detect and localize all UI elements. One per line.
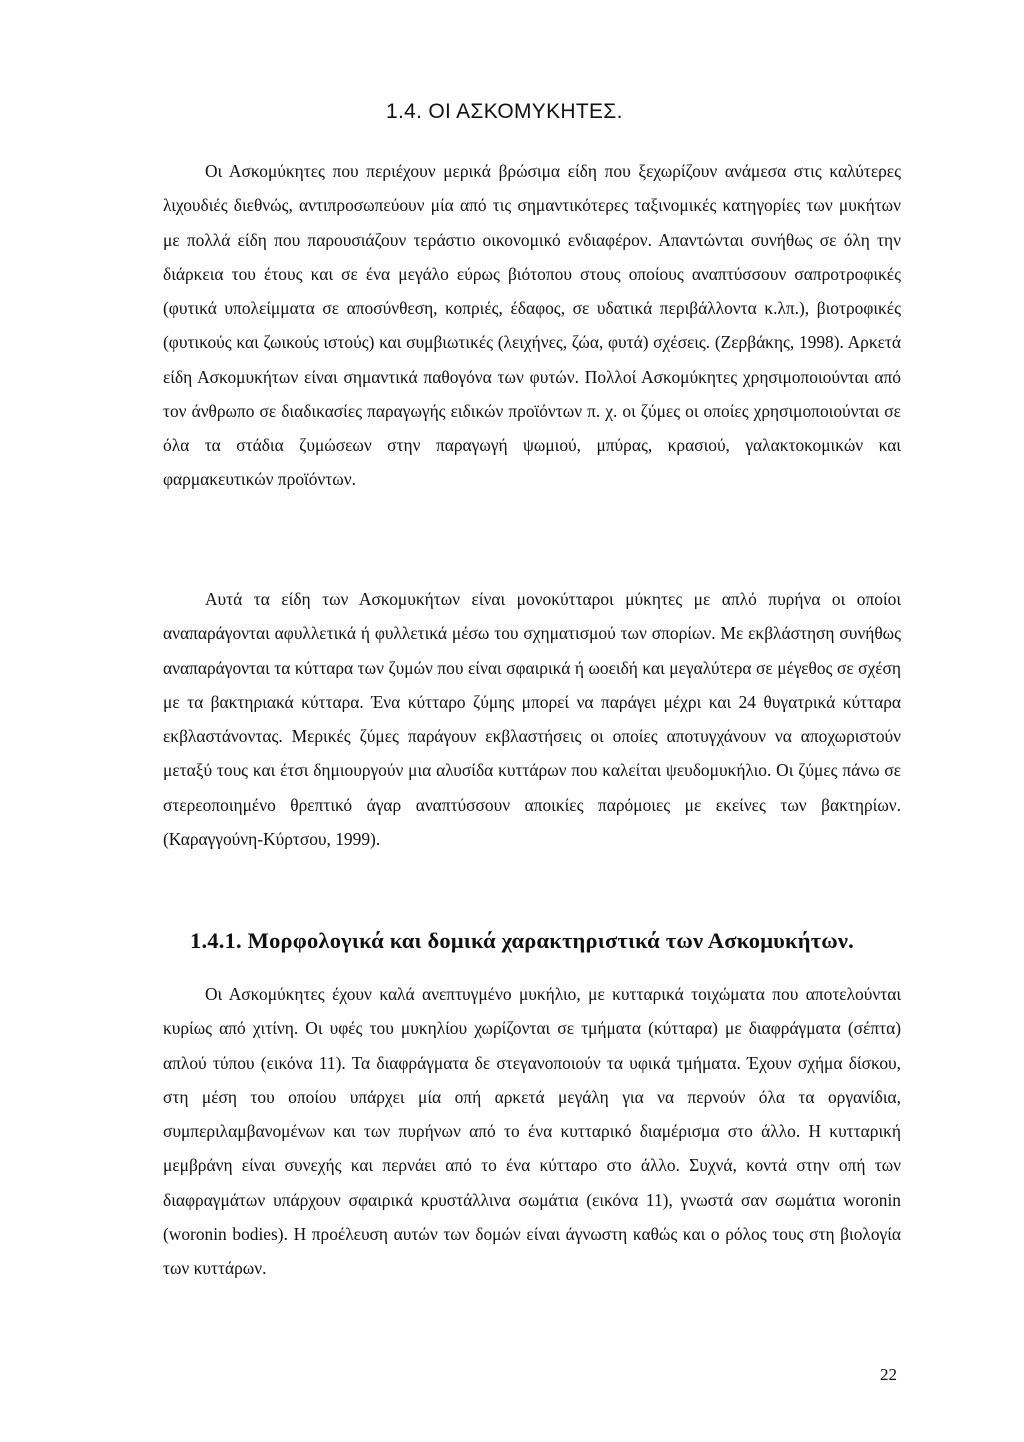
paragraph: Οι Ασκομύκητες που περιέχουν μερικά βρώσιμα είδη που ξεχωρίζουν ανάμεσα στις καλύτερες λιχουδιές διεθνώς, αντιπροσωπεύουν μία από τις σημαντικότερες ταξινομικές κατηγορίες των μυκήτων με πολλά είδη που παρουσιάζουν τεράστιο οικονομικό ενδιαφέρον. Απαντώνται συνήθως σε όλη την διάρκεια του έτους και σε ένα μεγάλο εύρως βιότοπου στους οποίους αναπτύσσουν σαπροτροφικές (φυτικά υπολείμματα σε αποσύνθεση, κοπριές, έδαφος, σε υδατικά περιβάλλοντα κ.λπ.), βιοτροφικές (φυτικούς και ζωικούς ιστούς) και συμβιωτικές (λειχήνες, ζώα, φυτά) σχέσεις. (Ζερβάκης, 1998). Αρκετά είδη Ασκομυκήτων είναι σημαντικά παθογόνα των φυτών. Πολλοί Ασκομύκητες χρησιμοποιούνται από τον άνθρωπο σε διαδικασίες παραγωγής ειδικών προϊόντων π. χ. οι ζύμες οι οποίες χρησιμοποιούνται σε όλα τα στάδια ζυμώσεων στην παραγωγή ψωμιού, μπύρας, κρασιού, γαλακτοκομικών και φαρμακευτικών προϊόντων. [163, 161, 901, 490]
section-heading: 1.4. ΟΙ ΑΣΚΟΜΥΚΗΤΕΣ. [386, 100, 623, 123]
paragraph: Οι Ασκομύκητες έχουν καλά ανεπτυγμένο μυκήλιο, με κυτταρικά τοιχώματα που αποτελούνται κυρίως από χιτίνη. Οι υφές του μυκηλίου χωρίζονται σε τμήματα (κύτταρα) με διαφράγματα (σέπτα) απλού τύπου (εικόνα 11). Τα διαφράγματα δε στεγανοποιούν τα υφικά τμήματα. Έχουν σχήμα δίσκου, στη μέση του οποίου υπάρχει μία οπή αρκετά μεγάλη για να περνούν όλα τα οργανίδια, συμπεριλαμβανομένων και των πυρήνων από το ένα κυτταρικό διαμέρισμα στο άλλο. Η κυτταρική μεμβράνη είναι συνεχής και περνάει από το ένα κύτταρο στο άλλο. Συχνά, κοντά στην οπή των διαφραγμάτων υπάρχουν σφαιρικά κρυστάλλινα σωμάτια (εικόνα 11), γνωστά σαν σωμάτια woronin (woronin bodies). Η προέλευση αυτών των δομών είναι άγνωστη καθώς και ο ρόλος τους στη βιολογία των κυττάρων. [163, 984, 901, 1278]
subsection-heading: 1.4.1. Μορφολογικά και δομικά χαρακτηριστικά των Ασκομυκήτων. [190, 928, 854, 953]
paragraph: Αυτά τα είδη των Ασκομυκήτων είναι μονοκύτταροι μύκητες με απλό πυρήνα οι οποίοι αναπαράγονται αφυλλετικά ή φυλλετικά μέσω του σχηματισμού των σπορίων. Με εκβλάστηση συνήθως αναπαράγονται τα κύτταρα των ζυμών που είναι σφαιρικά ή ωοειδή και μεγαλύτερα σε μέγεθος σε σχέση με τα βακτηριακά κύτταρα. Ένα κύτταρο ζύμης μπορεί να παράγει μέχρι και 24 θυγατρικά κύτταρα εκβλαστάνοντας. Μερικές ζύμες παράγουν εκβλαστήσεις οι οποίες αποτυγχάνουν να αποχωριστούν μεταξύ τους και έτσι δημιουργούν μια αλυσίδα κυττάρων που καλείται ψευδομυκήλιο. Οι ζύμες πάνω σε στερεοποιημένο θρεπτικό άγαρ αναπτύσσουν αποικίες παρόμοιες με εκείνες των βακτηρίων. (Καραγγούνη-Κύρτσου, 1999). [163, 589, 901, 849]
page-number: 22 [880, 1365, 897, 1384]
body-text [163, 977, 901, 1285]
body-text [163, 154, 901, 497]
body-text [163, 582, 901, 856]
